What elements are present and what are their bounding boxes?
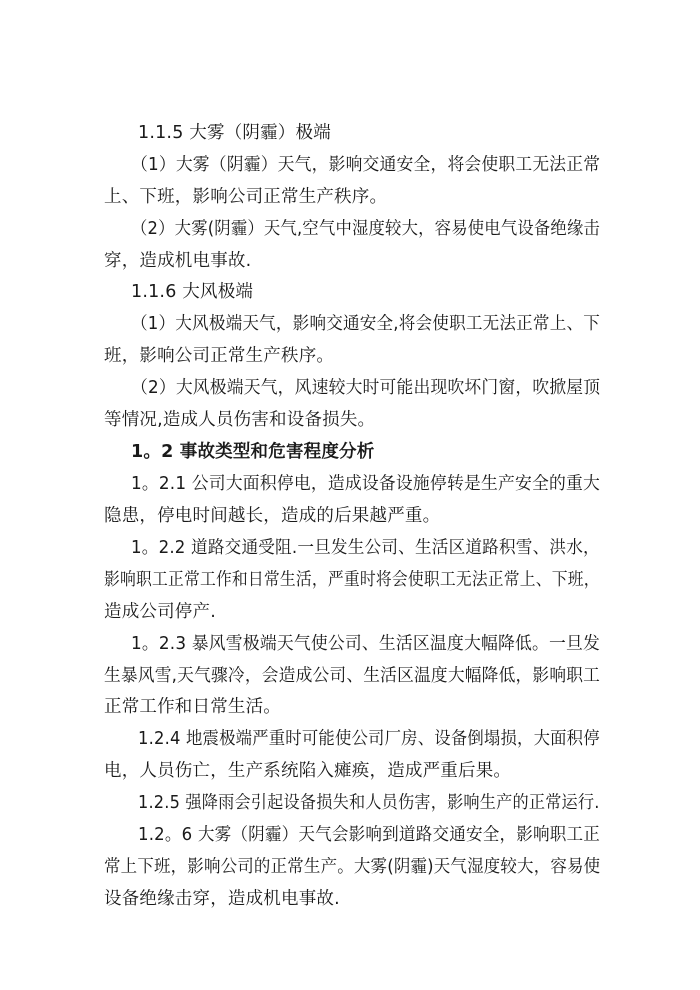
paragraph-line: 正常工作和日常生活。 [104, 697, 281, 717]
paragraph-line: 1.2.4 地震极端严重时可能使公司厂房、设备倒塌损，大面积停 [138, 729, 600, 749]
paragraph-line: 1.2。6 大雾（阴霾）天气会影响到道路交通安全，影响职工正 [138, 825, 601, 845]
paragraph-line: 常上下班，影响公司的正常生产。大雾(阴霾)天气湿度较大，容易使 [104, 857, 601, 877]
paragraph-line: 生暴风雪,天气骤冷，会造成公司、生活区温度大幅降低，影响职工 [104, 666, 601, 686]
paragraph-line: （2）大风极端天气，风速较大时可能出现吹坏门窗，吹掀屋顶 [131, 378, 601, 398]
paragraph-line: （1）大风极端天气，影响交通安全,将会使职工无法正常上、下 [131, 314, 601, 334]
paragraph-line: （2）大雾(阴霾）天气,空气中湿度较大，容易使电气设备绝缘击 [131, 219, 601, 239]
paragraph-line: 穿，造成机电事故. [104, 251, 252, 271]
paragraph-line: 班，影响公司正常生产秩序。 [104, 346, 335, 366]
subsection-heading-1-1-5: 1.1.5 大雾（阴霾）极端 [138, 123, 331, 143]
paragraph-line: 隐患，停电时间越长，造成的后果越严重。 [104, 506, 441, 526]
paragraph-line: 电，人员伤亡，生产系统陷入瘫痪，造成严重后果。 [104, 761, 512, 781]
paragraph-line: 影响职工正常工作和日常生活，严重时将会使职工无法正常上、下班， [104, 570, 600, 590]
paragraph-line: 1.2.5 强降雨会引起设备损失和人员伤害，影响生产的正常运行. [138, 793, 600, 813]
paragraph-line: 上、下班，影响公司正常生产秩序。 [104, 187, 388, 207]
paragraph-line: 1。2.3 暴风雪极端天气使公司、生活区温度大幅降低。一旦发 [131, 634, 601, 654]
paragraph-line: （1）大雾（阴霾）天气，影响交通安全，将会使职工无法正常 [131, 155, 601, 175]
subsection-heading-1-1-6: 1.1.6 大风极端 [131, 282, 254, 302]
paragraph-line: 设备绝缘击穿，造成机电事故. [104, 889, 340, 909]
paragraph-line: 1。2.1 公司大面积停电，造成设备设施停转是生产安全的重大 [131, 474, 601, 494]
section-heading-1-2: 1。2 事故类型和危害程度分析 [131, 442, 375, 462]
paragraph-line: 等情况,造成人员伤害和设备损失。 [104, 410, 376, 430]
paragraph-line: 1。2.2 道路交通受阻.一旦发生公司、生活区道路积雪、洪水， [131, 538, 600, 558]
paragraph-line: 造成公司停产. [104, 602, 216, 622]
